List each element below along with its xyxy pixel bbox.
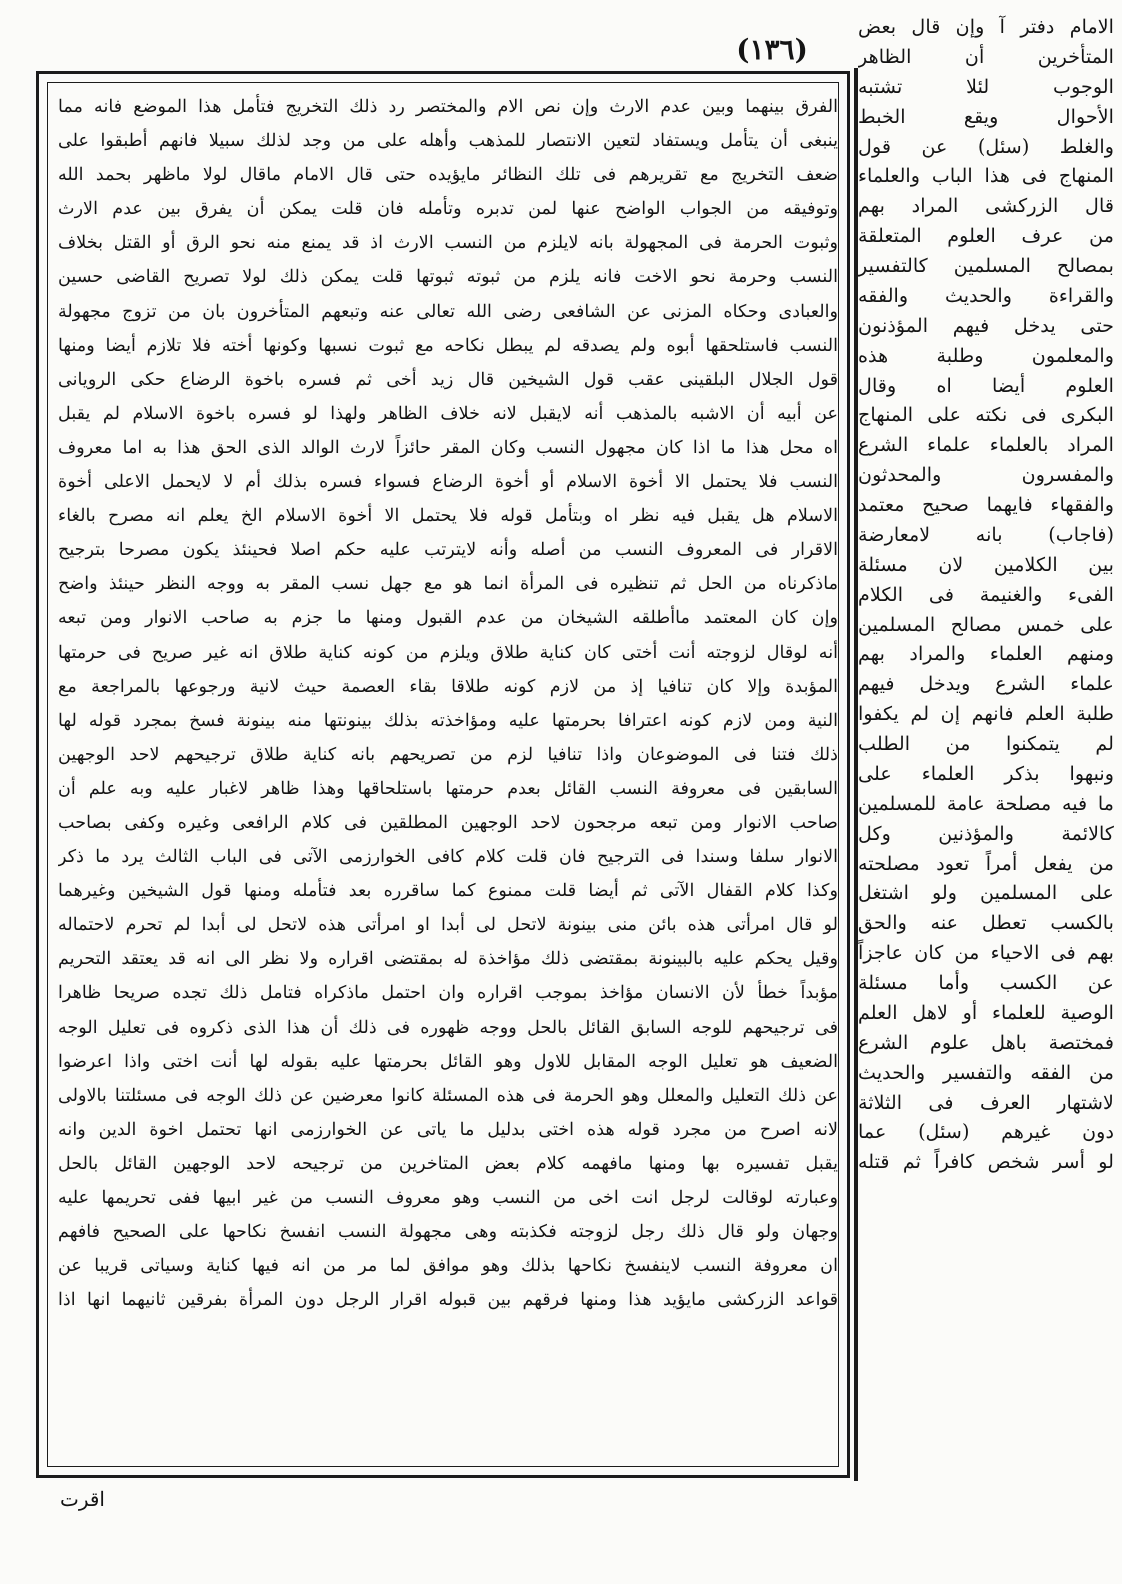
main-text-block — [58, 90, 838, 1460]
margin-text-line: دون غيرهم (سئل) عما — [858, 1120, 1114, 1144]
margin-text-line: بهم فى الاحياء من كان عاجزاً — [858, 941, 1114, 965]
margin-text-line: لم يتمكنوا من الطلب — [858, 732, 1114, 755]
margin-text-line: والفقهاء فايهما صحيح معتمد — [858, 493, 1114, 516]
margin-text-line: والمفسرون والمحدثون — [858, 463, 1114, 487]
margin-text-line: بالكسب تعطل عنه والحق — [858, 911, 1114, 935]
main-text-line: وجهان ولو قال ذلك رجل لزوجته فكذبته وهى مجهولة النسب انفسخ نكاحها على الصحيح فافهم — [58, 1222, 838, 1243]
margin-text-line: المتأخرين أن الظاهر — [858, 44, 1114, 68]
margin-text-line: الامام دفتر آ وإن قال بعض — [858, 15, 1114, 38]
margin-text-line: كالائمة والمؤذنين وكل — [858, 821, 1114, 845]
main-text-line: المؤبدة وإلا كان تنافيا إذ من لازم كونه طلاقا بقاء العصمة حيث لانية ورجوعها بالمراجعة مع — [58, 676, 838, 697]
main-text-line: النسب فاستلحقها أبوه ولم يصدقه لم يبطل نكاحه مع ثبوت نسبها وكونها أخته فلا تلازم أيضا ومنها — [58, 335, 838, 356]
margin-text-line: الفىء والغنيمة فى الكلام — [858, 582, 1114, 606]
main-text-line: الفرق بينهما وبين عدم الارث وإن نص الام والمختصر رد ذلك التخريج فتأمل هذا الموضع فانه مما — [58, 97, 838, 117]
main-text-line: الاسلام هل يقبل فيه نظر اه وبتأمل قوله فلا يحتمل الا أخوة الاسلام الخ يعلم انه مصرح بالغاء — [58, 506, 838, 527]
margin-text-line: والقراءة والحديث والفقه — [858, 283, 1114, 307]
main-text-line: ان معروفة النسب لاينفسخ نكاحها بذلك وهو موافق لما مر من انه فيها كناية وسياتى قريبا عن — [58, 1256, 838, 1277]
main-text-line: ذلك فتنا فى الموضوعان واذا تنافيا لزم من تصريحهم بانه كناية طلاق ترجيحهم لاحد الوجهين — [58, 744, 838, 765]
main-text-line: الانوار سلفا وسندا فى الترجيح فان قلت كلام كافى الخوارزمى الآتى فى الباب الثالث يرد ما ذكر — [58, 847, 838, 868]
main-text-line: ينبغى أن يتأمل ويستفاد لتعين الانتصار للمذهب وأهله على من وجد لذلك سبيلا فانهم أطبقوا على — [58, 131, 838, 152]
margin-text-line: المراد بالعلماء علماء الشرع — [858, 433, 1114, 457]
margin-text-line: (فاجاب) بانه لامعارضة — [858, 522, 1114, 546]
main-text-line: ماذكرناه من الحل ثم تنظيره فى المرأة انما هو مع جهل نسب المقر به ووجه النظر حينئذ واضح — [58, 574, 838, 595]
main-text-line: مؤبداً خطأ لأن الانسان مؤاخذ بموجب اقراره وان احتمل ماذكراه فتامل ذلك تجده صريحا ظاهرا — [58, 983, 838, 1004]
main-text-line: والعبادى وحكاه المزنى عن الشافعى رضى الله تعالى عنه وتبعهم المتأخرون بان من تزوج مجهولة — [58, 301, 838, 322]
margin-text-line: لو أسر شخص كافراً ثم قتله — [858, 1150, 1114, 1174]
margin-text-line: لاشتهار العرف فى الثلاثة — [858, 1090, 1114, 1114]
margin-text-line: من عرف العلوم المتعلقة — [858, 224, 1114, 248]
main-text-line: وقيل يحكم عليه بالبينونة بمقتضى ذلك مؤاخذة له بمقتضى اقراره ولا نظر الى انه قد يعتقد التحريم — [58, 949, 838, 970]
margin-text-line: المنهاج فى هذا الباب والعلماء — [858, 164, 1114, 188]
margin-text-line: والغلط (سئل) عن قول — [858, 134, 1114, 158]
main-text-line: وعبارته لوقالت لرجل انت اخى من النسب وهو معروف النسب من غير ابيها ففى تحريمها عليه — [58, 1188, 838, 1208]
margin-text-line: فمختصة باهل علوم الشرع — [858, 1030, 1114, 1054]
margin-text-line: بين الكلامين لان مسئلة — [858, 552, 1114, 576]
main-text-line: السابقين فى معروفة النسب القائل بعدم حرمتها باستلحاقها وهذا ظاهر لاغبار عليه وبه علم أن — [58, 778, 838, 799]
main-text-line: اه محل هذا ما اذا كان مجهول النسب وكان المقر حائزاً لارث الوالد الذى الحق هذا به اما معروف — [58, 437, 838, 458]
margin-text-line: الوصية للعلماء أو لاهل العلم — [858, 1000, 1114, 1024]
margin-text-line: طلبة العلم فانهم إن لم يكفوا — [858, 702, 1114, 726]
main-text-line: ضعف التخريج مع تقريرهم فى تلك النظائر مايؤيده حتى قال الامام ماقال لولا ماظهر بحمد الله — [58, 165, 838, 186]
main-text-line: صاحب الانوار ومن تبعه مرجحون لاحد الوجهين المطلقين فى كلام الرافعى وغيره وكفى بصاحب — [58, 812, 838, 833]
main-text-line: وتوفيقه من الجواب الواضح عنها لمن تدبره وتأمله فان قلت يمكن أن يفرق بين عدم الارث — [58, 199, 838, 220]
margin-text-line: والمعلمون وطلبة هذه — [858, 343, 1114, 367]
margin-text-line: من يفعل أمراً تعود مصلحته — [858, 851, 1114, 875]
margin-commentary — [858, 12, 1114, 1542]
margin-text-line: على المسلمين ولو اشتغل — [858, 881, 1114, 905]
main-text-line: فى ترجيحهم للوجه السابق القائل بالحل ووجه ظهوره فى ذلك أن هذا الذى ذكروه فى تعليل الوجه — [58, 1017, 838, 1038]
main-text-line: عن أبيه أن الاشبه بالمذهب أنه لايقبل لانه خلاف الظاهر ولهذا لو فسره باخوة الاسلام لم يقبل — [58, 403, 838, 424]
margin-text-line: العلوم أيضا اه وقال — [858, 373, 1114, 397]
main-text-line: النسب فلا يحتمل الا أخوة الاسلام أو أخوة الرضاع فسواء فسره بذلك أم لا لايحمل الاعلى أخوة — [58, 472, 838, 493]
main-text-line: قول الجلال البلقينى عقب قول الشيخين قال زيد أخى ثم فسره باخوة الرضاع حكى الرويانى — [58, 369, 838, 390]
margin-text-line: من الفقه والتفسير والحديث — [858, 1060, 1114, 1084]
margin-text-line: على خمس مصالح المسلمين — [858, 612, 1114, 636]
margin-text-line: الأحوال ويقع الخبط — [858, 104, 1114, 128]
margin-text-line: عن الكسب وأما مسئلة — [858, 971, 1114, 994]
margin-text-line: حتى يدخل فيهم المؤذنون — [858, 313, 1114, 337]
main-text-line: النسب وحرمة نحو الاخت فانه يلزم من ثبوته ثبوتها قلت يمكن ذلك لولا تصريح القاضى حسين — [58, 267, 838, 288]
main-text-line: الضعيف هو تعليل الوجه المقابل للاول وهو القائل بحرمتها عليه بقوله لها أنت اختى واذا اعرضوا — [58, 1051, 838, 1072]
main-text-line: لو قال امرأتى هذه بائن منى بينونة لاتحل لى أبدا او امرأتى هذه لاتحل لى أبدا لم تحرم لاحتماله — [58, 915, 838, 936]
margin-text-line: الوجوب لئلا تشتبه — [858, 74, 1114, 98]
margin-text-line: بمصالح المسلمين كالتفسير — [858, 254, 1114, 277]
main-text-line: يقبل تفسيره بها ومنها مافهمه كلام بعض المتاخرين من ترجيحه لاحد الوجهين القائل بالحل — [58, 1153, 838, 1174]
main-text-line: وكذا كلام القفال الآتى ثم أيضا قلت ممنوع كما ساقرره بعد فتأمله ومنها قول الشيخين وغيرهما — [58, 881, 838, 902]
main-text-line: لانه اصرح من مجرد قوله هذه اختى بدليل ما ياتى عن الخوارزمى انها تحتمل اخوة الدين وانه — [58, 1119, 838, 1140]
margin-text-line: ما فيه مصلحة عامة للمسلمين — [858, 791, 1114, 815]
main-text-line: وثبوت الحرمة فى المجهولة بانه لايلزم من النسب الارث اذ قد يمنع منه نحو الرق أو القتل بخلاف — [58, 233, 838, 254]
main-text-line: وإن كان المعتمد ماأطلقه الشيخان من عدم القبول ومنها ما جزم به صاحب الانوار ومن تبعه — [58, 608, 838, 629]
main-text-line: قواعد الزركشى مايؤيد هذا ومنها فرقهم بين قبوله اقرار الرجل دون المرأة بفرقين ثانيهما انها اذا — [58, 1290, 838, 1311]
margin-text-line: قال الزركشى المراد بهم — [858, 194, 1114, 218]
main-text-line: الاقرار فى المعروف النسب من أصله وأنه لايترتب عليه حكم اصلا فحينئذ يكون مصرحا بترجيح — [58, 540, 838, 561]
main-text-line: النية ومن لازم كونه اعترافا بحرمتها عليه ومؤاخذته بذلك بينونتها منه بينونة فسخ بمجرد قوله لها — [58, 710, 838, 731]
margin-text-line: علماء الشرع ويدخل فيهم — [858, 672, 1114, 696]
page-number: (١٣٦) — [736, 33, 808, 66]
margin-text-line: ونبهوا بذكر العلماء على — [858, 761, 1114, 785]
main-text-line: أنه لوقال لزوجته أنت أختى كان كناية طلاق ويلزم من كونه كناية طلاق انه غير صريح فى حرمتها — [58, 642, 838, 663]
margin-text-line: ومنهم العلماء والمراد بهم — [858, 642, 1114, 666]
catchword: اقرت — [60, 1487, 105, 1511]
main-text-line: عن ذلك التعليل والمعلل وهو الحرمة فى هذه المسئلة كانوا معرضين عن ذلك الوجه فى مسئلتنا بالاولى — [58, 1085, 838, 1106]
margin-text-line: البكرى فى نكته على المنهاج — [858, 403, 1114, 427]
